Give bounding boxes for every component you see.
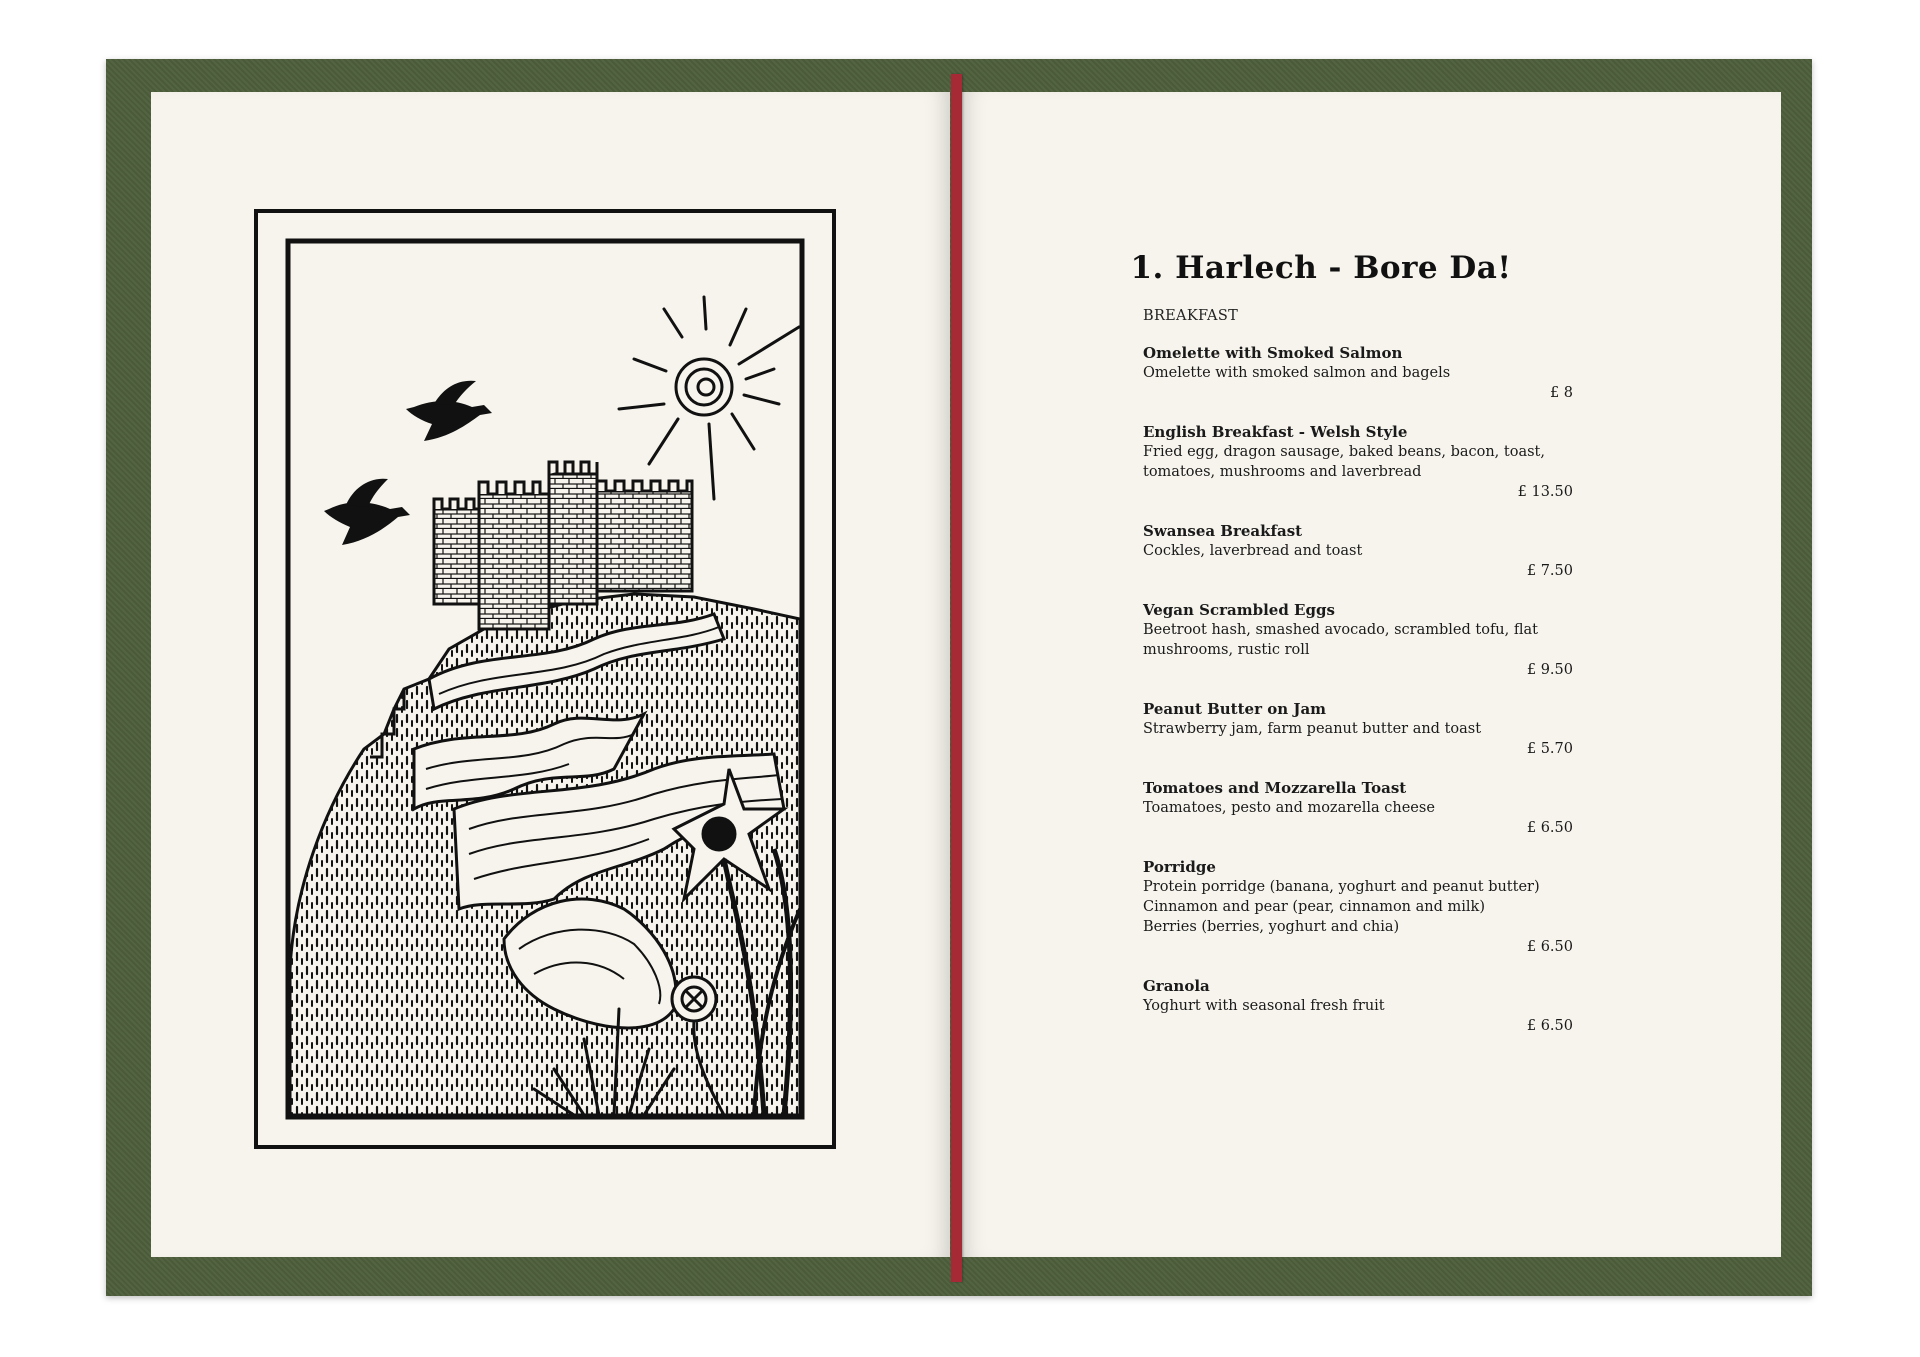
menu-item bbox=[1143, 343, 1573, 403]
item-name: Swansea Breakfast bbox=[1143, 522, 1303, 540]
item-desc: Beetroot hash, smashed avocado, scrambled tofu, flat bbox=[1143, 622, 1539, 638]
item-desc: tomatoes, mushrooms and laverbread bbox=[1143, 464, 1422, 480]
item-price: £ 6.50 bbox=[1526, 1018, 1573, 1034]
item-name: Granola bbox=[1143, 977, 1210, 995]
item-desc: Strawberry jam, farm peanut butter and toast bbox=[1143, 721, 1482, 737]
menu-item bbox=[1143, 857, 1573, 957]
castle-woodcut-illustration bbox=[254, 209, 836, 1149]
item-desc: Fried egg, dragon sausage, baked beans, bacon, toast, bbox=[1143, 444, 1545, 460]
item-name: Peanut Butter on Jam bbox=[1143, 700, 1327, 718]
item-price: £ 13.50 bbox=[1517, 484, 1573, 500]
section-label: BREAKFAST bbox=[1143, 308, 1239, 324]
right-page bbox=[961, 92, 1781, 1257]
item-price: £ 5.70 bbox=[1526, 741, 1573, 757]
item-name: Porridge bbox=[1143, 858, 1216, 876]
item-price: £ 7.50 bbox=[1526, 563, 1573, 579]
menu-item bbox=[1143, 422, 1573, 502]
item-name: Omelette with Smoked Salmon bbox=[1143, 344, 1403, 362]
item-desc: Cinnamon and pear (pear, cinnamon and milk) bbox=[1143, 899, 1485, 915]
menu-item bbox=[1143, 976, 1573, 1036]
bookmark-ribbon bbox=[951, 74, 962, 1282]
item-desc: Berries (berries, yoghurt and chia) bbox=[1143, 919, 1400, 935]
item-desc: Yoghurt with seasonal fresh fruit bbox=[1143, 998, 1385, 1014]
item-desc: mushrooms, rustic roll bbox=[1143, 642, 1310, 658]
item-price: £ 6.50 bbox=[1526, 939, 1573, 955]
item-price: £ 6.50 bbox=[1526, 820, 1573, 836]
menu-item bbox=[1143, 600, 1573, 680]
item-desc: Protein porridge (banana, yoghurt and peanut butter) bbox=[1143, 879, 1540, 895]
item-price: £ 8 bbox=[1549, 385, 1573, 401]
item-desc: Cockles, laverbread and toast bbox=[1143, 543, 1363, 559]
item-name: English Breakfast - Welsh Style bbox=[1143, 423, 1408, 441]
item-name: Vegan Scrambled Eggs bbox=[1143, 601, 1335, 619]
menu-title: 1. Harlech - Bore Da! bbox=[1130, 250, 1512, 286]
item-price: £ 9.50 bbox=[1526, 662, 1573, 678]
item-desc: Omelette with smoked salmon and bagels bbox=[1143, 365, 1451, 381]
item-name: Tomatoes and Mozzarella Toast bbox=[1143, 779, 1407, 797]
menu-item bbox=[1143, 521, 1573, 581]
menu-item bbox=[1143, 699, 1573, 759]
left-page bbox=[151, 92, 950, 1257]
menu-item bbox=[1143, 778, 1573, 838]
item-desc: Toamatoes, pesto and mozarella cheese bbox=[1143, 800, 1435, 816]
